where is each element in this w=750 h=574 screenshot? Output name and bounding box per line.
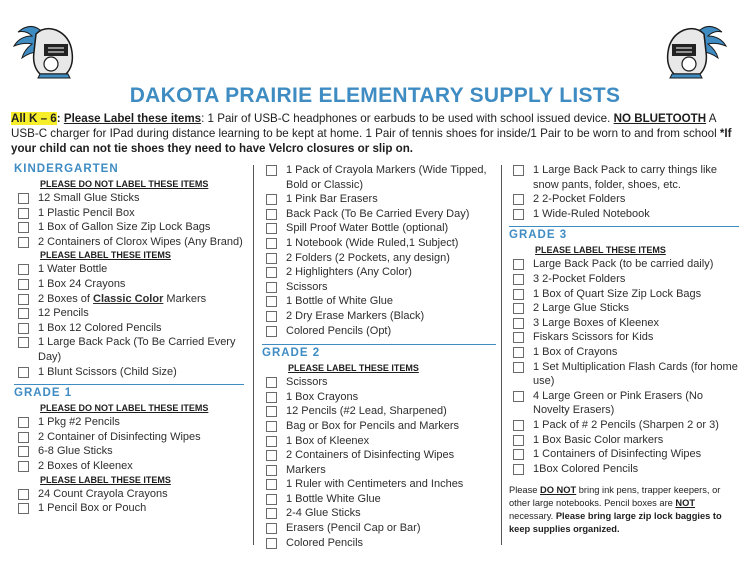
list-item: 1 Wide-Ruled Notebook <box>509 207 739 222</box>
list-item: 1 Pack of Crayola Markers (Wide Tipped, Bold or Classic) <box>262 163 496 192</box>
checkbox[interactable] <box>266 479 277 490</box>
column-3 <box>509 163 739 536</box>
checkbox[interactable] <box>513 332 524 343</box>
checkbox[interactable] <box>18 294 29 305</box>
checkbox[interactable] <box>18 222 29 233</box>
column-1 <box>14 163 244 516</box>
list-item: Colored Pencils <box>262 536 496 551</box>
list-item: 1 Box of Quart Size Zip Lock Bags <box>509 287 739 302</box>
checkbox[interactable] <box>513 420 524 431</box>
list-item: Spill Proof Water Bottle (optional) <box>262 221 496 236</box>
checkbox[interactable] <box>18 323 29 334</box>
checkbox[interactable] <box>513 391 524 402</box>
list-item: 1 Pink Bar Erasers <box>262 192 496 207</box>
list-item: 1 Large Back Pack (To Be Carried Every Day) <box>14 335 244 364</box>
list-item: 12 Pencils (#2 Lead, Sharpened) <box>262 404 496 419</box>
column-divider-1 <box>253 165 254 545</box>
list-item: 6-8 Glue Sticks <box>14 444 244 459</box>
list-item: Scissors <box>262 280 496 295</box>
checkbox[interactable] <box>18 446 29 457</box>
checkbox[interactable] <box>266 209 277 220</box>
checkbox[interactable] <box>266 450 277 461</box>
grade3-heading: GRADE 3 <box>509 226 739 242</box>
checkbox[interactable] <box>266 406 277 417</box>
checkbox[interactable] <box>266 465 277 476</box>
list-item: 2 Containers of Disinfecting Wipes <box>262 448 496 463</box>
kindergarten-heading: KINDERGARTEN <box>14 163 119 175</box>
checkbox[interactable] <box>513 318 524 329</box>
list-item: 1 Pkg #2 Pencils <box>14 415 244 430</box>
checkbox[interactable] <box>513 259 524 270</box>
knights-logo-right <box>656 22 730 80</box>
checkbox[interactable] <box>266 436 277 447</box>
checkbox[interactable] <box>266 223 277 234</box>
list-item: 2 Boxes of Classic Color Markers <box>14 292 244 307</box>
checkbox[interactable] <box>18 432 29 443</box>
list-item: 3 Large Boxes of Kleenex <box>509 316 739 331</box>
list-item: Back Pack (To Be Carried Every Day) <box>262 207 496 222</box>
note-paragraph: Please DO NOT bring ink pens, trapper keepers, or other large notebooks. Pencil boxes are NOT necessary. Please bring large zip lock baggies to keep supplies organized. <box>509 485 722 535</box>
column-2 <box>262 163 496 550</box>
checkbox[interactable] <box>513 194 524 205</box>
list-item: 1 Bottle of White Glue <box>262 294 496 309</box>
list-item: 1 Bottle White Glue <box>262 492 496 507</box>
list-item: 2 2-Pocket Folders <box>509 192 739 207</box>
list-item: Erasers (Pencil Cap or Bar) <box>262 521 496 536</box>
list-item: Fiskars Scissors for Kids <box>509 330 739 345</box>
list-item: 1Box Colored Pencils <box>509 462 739 477</box>
checkbox[interactable] <box>513 449 524 460</box>
intro-text-2: A USB-C charger for IPad during distance learning to be kept at home. 1 Pair of tennis shoes for inside/1 Pair to be worn to and from school <box>11 112 717 140</box>
knights-logo-left <box>10 22 84 80</box>
velcro-note: *If your child can not tie shoes they need to have Velcro closures or slip on. <box>11 127 732 155</box>
list-item: 1 Pencil Box or Pouch <box>14 501 244 516</box>
list-item: Markers <box>262 463 496 478</box>
checkbox[interactable] <box>266 326 277 337</box>
checkbox[interactable] <box>18 193 29 204</box>
grade1-heading: GRADE 1 <box>14 384 244 400</box>
list-item: 1 Large Back Pack to carry things like snow pants, folder, shoes, etc. <box>509 163 739 192</box>
list-item: 1 Box Crayons <box>262 390 496 405</box>
label-heading: PLEASE LABEL THESE ITEMS <box>288 363 419 374</box>
no-bluetooth: NO BLUETOOTH <box>613 112 707 125</box>
checkbox[interactable] <box>513 274 524 285</box>
list-item: Bag or Box for Pencils and Markers <box>262 419 496 434</box>
checkbox[interactable] <box>513 362 524 373</box>
checkbox[interactable] <box>266 267 277 278</box>
list-item: 1 Box 12 Colored Pencils <box>14 321 244 336</box>
checkbox[interactable] <box>513 165 524 176</box>
grade2-heading: GRADE 2 <box>262 344 496 360</box>
list-item: 2 Highlighters (Any Color) <box>262 265 496 280</box>
checkbox[interactable] <box>18 489 29 500</box>
list-item: 24 Count Crayola Crayons <box>14 487 244 502</box>
checkbox[interactable] <box>18 208 29 219</box>
list-item: 12 Small Glue Sticks <box>14 191 244 206</box>
checkbox[interactable] <box>266 253 277 264</box>
list-item: 1 Set Multiplication Flash Cards (for home use) <box>509 360 739 389</box>
list-item: 3 2-Pocket Folders <box>509 272 739 287</box>
checkbox[interactable] <box>266 508 277 519</box>
do-not-label-heading: PLEASE DO NOT LABEL THESE ITEMS <box>40 179 209 189</box>
list-item: 1 Containers of Disinfecting Wipes <box>509 447 739 462</box>
intro-paragraph: All K – 6: Please Label these items: 1 Pair of USB-C headphones or earbuds to be used with school issued device. NO BLUETOOTH A USB-C charger for IPad during distance learning to be kept at home. 1 Pair of tennis shoes for inside/1 Pair to be worn to and from school *If your child can not tie shoes they need to have Velcro closures or slip on. <box>11 112 732 155</box>
checkbox[interactable] <box>18 503 29 514</box>
list-item: Colored Pencils (Opt) <box>262 324 496 339</box>
checkbox[interactable] <box>266 238 277 249</box>
list-item: 4 Large Green or Pink Erasers (No Novelty Erasers) <box>509 389 739 418</box>
grades-highlight: All K – 6 <box>11 112 57 125</box>
checkbox[interactable] <box>266 421 277 432</box>
checkbox[interactable] <box>18 367 29 378</box>
checkbox[interactable] <box>18 264 29 275</box>
checkbox[interactable] <box>266 523 277 534</box>
checkbox[interactable] <box>513 464 524 475</box>
checkbox[interactable] <box>513 209 524 220</box>
checkbox[interactable] <box>266 282 277 293</box>
checkbox[interactable] <box>266 311 277 322</box>
list-item: 12 Pencils <box>14 306 244 321</box>
label-heading: PLEASE LABEL THESE ITEMS <box>40 250 171 261</box>
list-item: 2 Containers of Clorox Wipes (Any Brand) <box>14 235 244 250</box>
list-item: 2 Large Glue Sticks <box>509 301 739 316</box>
label-heading: PLEASE LABEL THESE ITEMS <box>40 474 171 485</box>
checkbox[interactable] <box>18 279 29 290</box>
list-item: 1 Box of Crayons <box>509 345 739 360</box>
checkbox[interactable] <box>266 296 277 307</box>
list-item: 2 Boxes of Kleenex <box>14 459 244 474</box>
checkbox[interactable] <box>266 194 277 205</box>
checkbox[interactable] <box>266 494 277 505</box>
checkbox[interactable] <box>513 435 524 446</box>
list-item: Large Back Pack (to be carried daily) <box>509 257 739 272</box>
label-heading: PLEASE LABEL THESE ITEMS <box>535 245 666 256</box>
checkbox[interactable] <box>513 303 524 314</box>
list-item: 1 Ruler with Centimeters and Inches <box>262 477 496 492</box>
list-item: 1 Box of Gallon Size Zip Lock Bags <box>14 220 244 235</box>
do-not-label-heading: PLEASE DO NOT LABEL THESE ITEMS <box>40 403 209 414</box>
list-item: 1 Water Bottle <box>14 262 244 277</box>
list-item: 1 Box of Kleenex <box>262 434 496 449</box>
checkbox[interactable] <box>513 289 524 300</box>
intro-text-1: : 1 Pair of USB-C headphones or earbuds to be used with school issued device. <box>201 112 611 125</box>
list-item: 1 Box Basic Color markers <box>509 433 739 448</box>
list-item: Scissors <box>262 375 496 390</box>
checkbox[interactable] <box>18 308 29 319</box>
list-item: 2-4 Glue Sticks <box>262 506 496 521</box>
list-item: 2 Container of Disinfecting Wipes <box>14 430 244 445</box>
checkbox[interactable] <box>18 337 29 348</box>
list-item: 1 Plastic Pencil Box <box>14 206 244 221</box>
list-item: 1 Blunt Scissors (Child Size) <box>14 365 244 380</box>
checkbox[interactable] <box>266 392 277 403</box>
page-title: DAKOTA PRAIRIE ELEMENTARY SUPPLY LISTS <box>129 84 621 107</box>
list-item: 1 Notebook (Wide Ruled,1 Subject) <box>262 236 496 251</box>
checkbox[interactable] <box>18 237 29 248</box>
checkbox[interactable] <box>266 538 277 549</box>
checkbox[interactable] <box>266 165 277 176</box>
checkbox[interactable] <box>513 347 524 358</box>
list-item: 1 Box 24 Crayons <box>14 277 244 292</box>
list-item: 2 Folders (2 Pockets, any design) <box>262 251 496 266</box>
checkbox[interactable] <box>266 377 277 388</box>
checkbox[interactable] <box>18 417 29 428</box>
label-heading: Please Label these items <box>63 112 202 125</box>
checkbox[interactable] <box>18 461 29 472</box>
list-item: 2 Dry Erase Markers (Black) <box>262 309 496 324</box>
list-item: 1 Pack of # 2 Pencils (Sharpen 2 or 3) <box>509 418 739 433</box>
column-divider-2 <box>501 165 502 545</box>
